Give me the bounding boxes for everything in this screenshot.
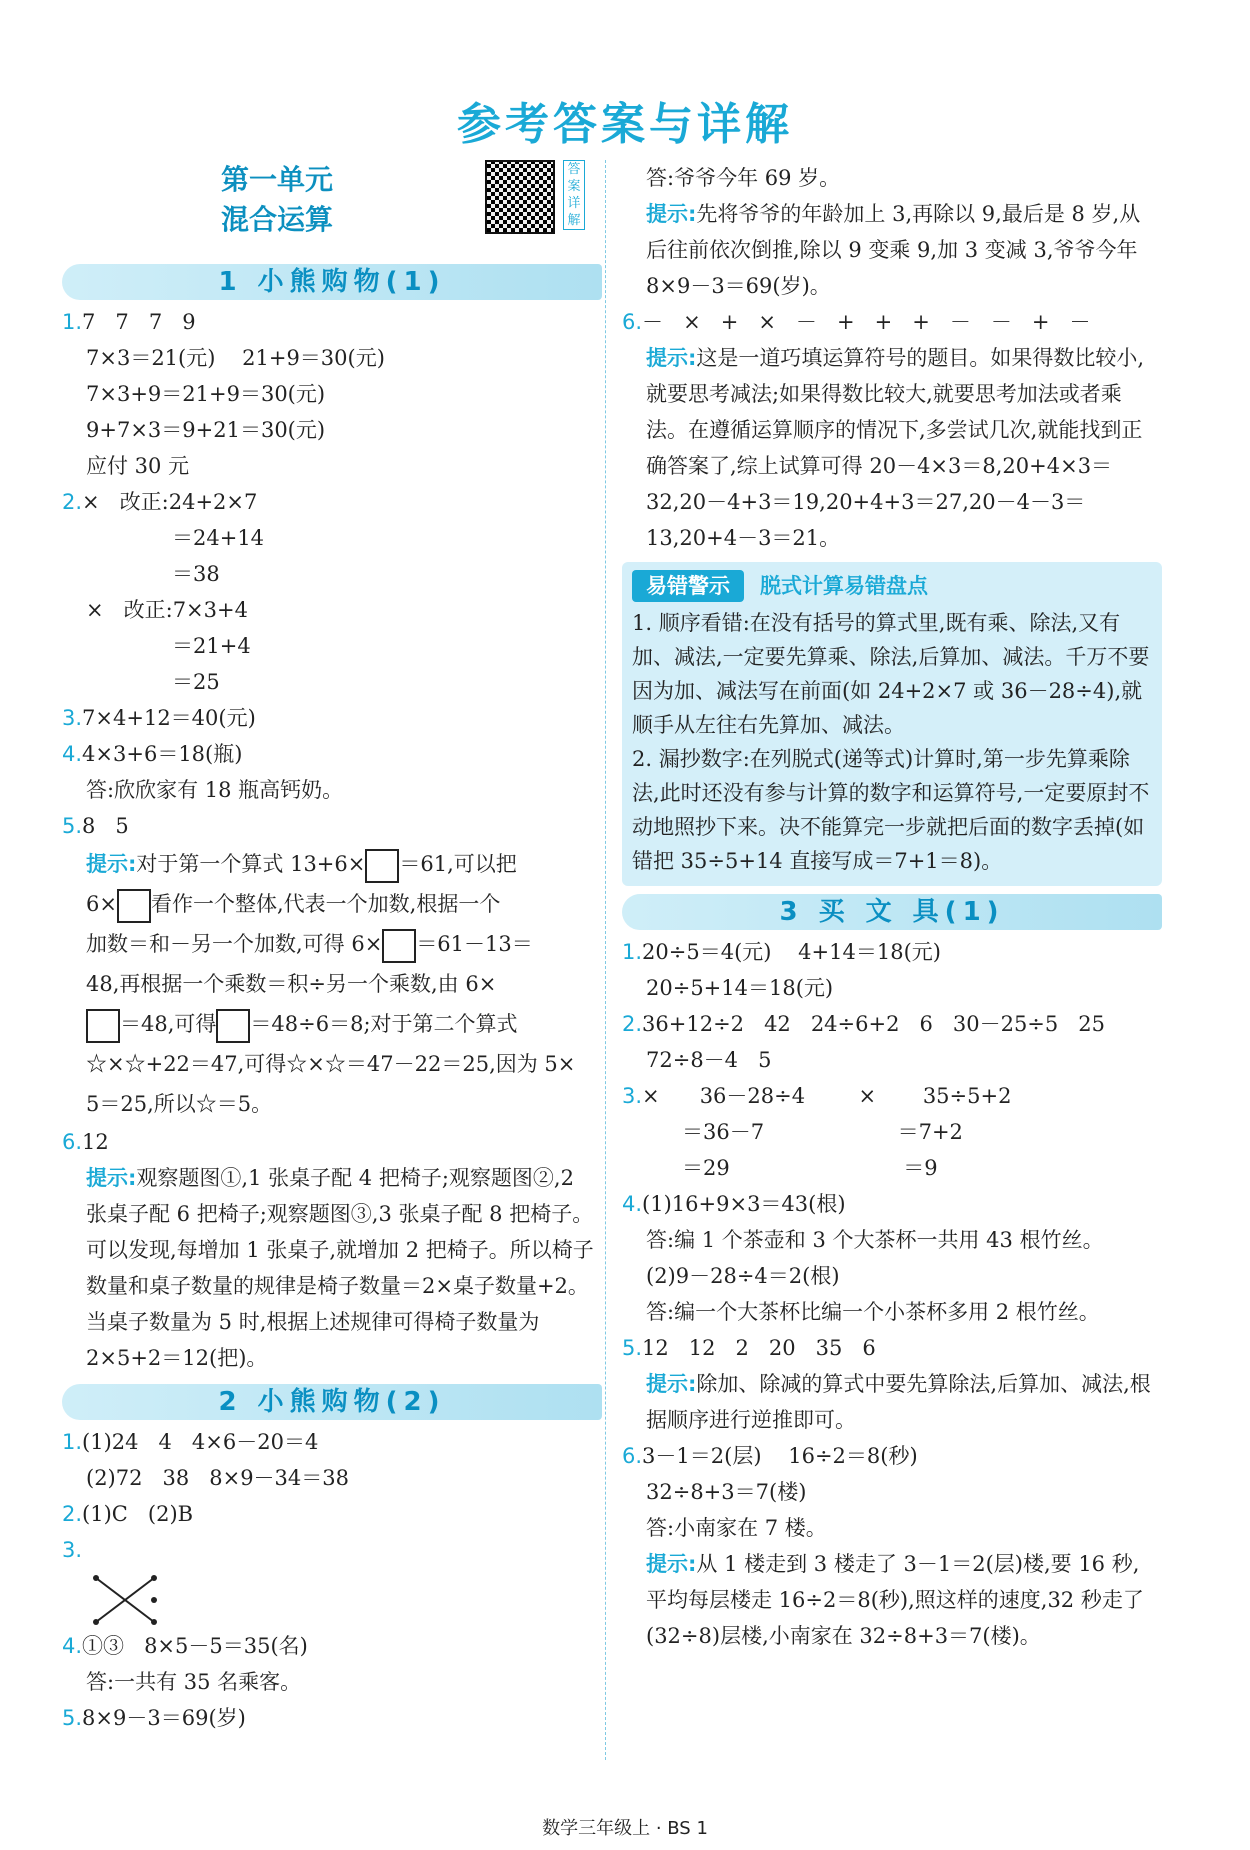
answer-line: ＝36－7 ＝7+2	[682, 1120, 963, 1144]
s3-answer-6: 6.3－1＝2(层) 16÷2＝8(秒)	[622, 1444, 918, 1468]
answer-2: 2.× 改正:24+2×7	[62, 490, 258, 514]
warning-box	[622, 562, 1162, 886]
s2-answer-1: 1.(1)24 4 4×6－20＝4	[62, 1430, 319, 1454]
answer-line: (2)72 38 8×9－34＝38	[86, 1466, 350, 1490]
answer-line: 7×3+9＝21+9＝30(元)	[86, 382, 326, 406]
answer-line: (2)9－28÷4＝2(根)	[646, 1264, 840, 1288]
hint-6: 提示:观察题图①,1 张桌子配 4 把椅子;观察题图②,2 张桌子配 6 把椅子;观察题图③,3 张桌子配 8 把椅子。可以发现,每增加 1 张桌子,就增加 2 把椅子。所以椅子数量和桌子数量的规律是椅子数量＝2×桌子数量+2。当桌子数量为 5 时,根据上述规律可得椅子数量为 2×5+2＝12(把)。	[86, 1166, 594, 1370]
answer-line: ＝29 ＝9	[682, 1156, 938, 1180]
answer-3: 3.7×4+12＝40(元)	[62, 706, 256, 730]
s2-answer-3: 3.	[62, 1538, 83, 1562]
s3-answer-2: 2.36+12÷2 42 24÷6+2 6 30－25÷5 25	[622, 1012, 1106, 1036]
section-title-2: 2 小熊购物(2)	[62, 1384, 602, 1420]
answer-line: ＝38	[172, 562, 220, 586]
qr-code-icon[interactable]	[485, 160, 555, 234]
answer-line: 9+7×3＝9+21＝30(元)	[86, 418, 326, 442]
warning-point-2: 2. 漏抄数字:在列脱式(递等式)计算时,第一步先算乘除法,此时还没有参与计算的数字和运算符号,一定要原封不动地照抄下来。决不能算完一步就把后面的数字丢掉(如错把 35÷5+14 直接写成＝7+1＝8)。	[632, 747, 1150, 873]
unit-header	[62, 160, 602, 256]
answer-line: ＝25	[172, 670, 220, 694]
answer-line: 答:一共有 35 名乘客。	[86, 1670, 302, 1694]
page-title: 参考答案与详解	[457, 99, 793, 150]
warning-title: 脱式计算易错盘点	[760, 574, 928, 598]
page-footer: 数学三年级上 · BS 1	[542, 1818, 708, 1839]
left-column	[62, 160, 602, 1736]
s2-answer-2: 2.(1)C (2)B	[62, 1502, 194, 1526]
unit-number: 第一单元	[220, 163, 333, 196]
s3-answer-1: 1.20÷5＝4(元) 4+14＝18(元)	[622, 940, 941, 964]
section-title-1: 1 小熊购物(1)	[62, 264, 602, 300]
blank-box	[86, 1009, 120, 1043]
answer-line: ＝21+4	[172, 634, 251, 658]
answer-line: 32÷8+3＝7(楼)	[646, 1480, 807, 1504]
unit-name: 混合运算	[220, 203, 333, 236]
answer-line: × 改正:7×3+4	[86, 598, 248, 622]
answer-line: ＝24+14	[172, 526, 265, 550]
answer-line: 应付 30 元	[86, 454, 190, 478]
answer-4: 4.4×3+6＝18(瓶)	[62, 742, 243, 766]
s3-answer-4: 4.(1)16+9×3＝43(根)	[622, 1192, 846, 1216]
answer-r6: 6.－ × + × － + + + － － + －	[622, 310, 1091, 334]
answer-line: 答:小南家在 7 楼。	[646, 1516, 827, 1540]
warning-tag: 易错警示	[632, 570, 744, 602]
answer-1: 1.7 7 7 9	[62, 310, 196, 334]
answer-line: 72÷8－4 5	[646, 1048, 772, 1072]
blank-box	[382, 929, 416, 963]
answer-line: 20÷5+14＝18(元)	[646, 976, 834, 1000]
warning-point-1: 1. 顺序看错:在没有括号的算式里,既有乘、除法,又有加、减法,一定要先算乘、除法,后算加、减法。千万不要因为加、减法写在前面(如 24+2×7 或 36－28÷4),就顺手从左往右先算加、减法。	[632, 611, 1150, 737]
answer-line: 7×3＝21(元) 21+9＝30(元)	[86, 346, 385, 370]
answer-6: 6.12	[62, 1130, 109, 1154]
answer-line: 答:欣欣家有 18 瓶高钙奶。	[86, 778, 344, 802]
qr-code[interactable]	[485, 160, 581, 252]
hint-s3-6: 提示:从 1 楼走到 3 楼走了 3－1＝2(层)楼,要 16 秒,平均每层楼走 16÷2＝8(秒),照这样的速度,32 秒走了(32÷8)层楼,小南家在 32÷8+3＝7(楼)。	[646, 1552, 1144, 1648]
s2-answer-5: 5.8×9－3＝69(岁)	[62, 1706, 246, 1730]
answer-line: 答:编一个大茶杯比编一个小茶杯多用 2 根竹丝。	[646, 1300, 1100, 1324]
blank-box	[365, 849, 399, 883]
hint-5: 提示:对于第一个算式 13+6× ＝61,可以把 6× 看作一个整体,代表一个加数,根据一个 加数＝和－另一个加数,可得 6× ＝61－13＝ 48,再根据一个乘数＝积÷另一个乘数,由 6× ＝48,可得 ＝48÷6＝8;对于第二个算式 ☆×☆+22＝47,可得☆×☆＝47－22＝25,因为 5× 5＝25,所以☆＝5。	[62, 844, 602, 1124]
answer-line: 答:爷爷今年 69 岁。	[646, 166, 841, 190]
hint-r5: 提示:先将爷爷的年龄加上 3,再除以 9,最后是 8 岁,从后往前依次倒推,除以 9 变乘 9,加 3 变减 3,爷爷今年 8×9－3＝69(岁)。	[646, 202, 1141, 298]
blank-box	[117, 889, 151, 923]
qr-label: 答案详解	[563, 160, 585, 230]
answer-line: 答:编 1 个茶壶和 3 个大茶杯一共用 43 根竹丝。	[646, 1228, 1104, 1252]
section-title-3: 3 买 文 具(1)	[622, 894, 1162, 930]
right-column	[622, 160, 1162, 1654]
hint-r6: 提示:这是一道巧填运算符号的题目。如果得数比较小,就要思考减法;如果得数比较大,就要思考加法或者乘法。在遵循运算顺序的情况下,多尝试几次,就能找到正确答案了,综上试算可得 20－4×3＝8,20+4×3＝32,20－4+3＝19,20+4+3＝27,20－4－3＝13,20+4－3＝21。	[646, 346, 1145, 550]
s3-answer-5: 5.12 12 2 20 35 6	[622, 1336, 876, 1360]
column-divider	[605, 160, 606, 1760]
matching-lines-diagram	[86, 1572, 166, 1628]
hint-s3-5: 提示:除加、除减的算式中要先算除法,后算加、减法,根据顺序进行逆推即可。	[646, 1372, 1151, 1432]
answer-5: 5.8 5	[62, 814, 129, 838]
s2-answer-4: 4.①③ 8×5－5＝35(名)	[62, 1634, 308, 1658]
s3-answer-3: 3.× 36－28÷4 × 35÷5+2	[622, 1084, 1012, 1108]
blank-box	[216, 1009, 250, 1043]
